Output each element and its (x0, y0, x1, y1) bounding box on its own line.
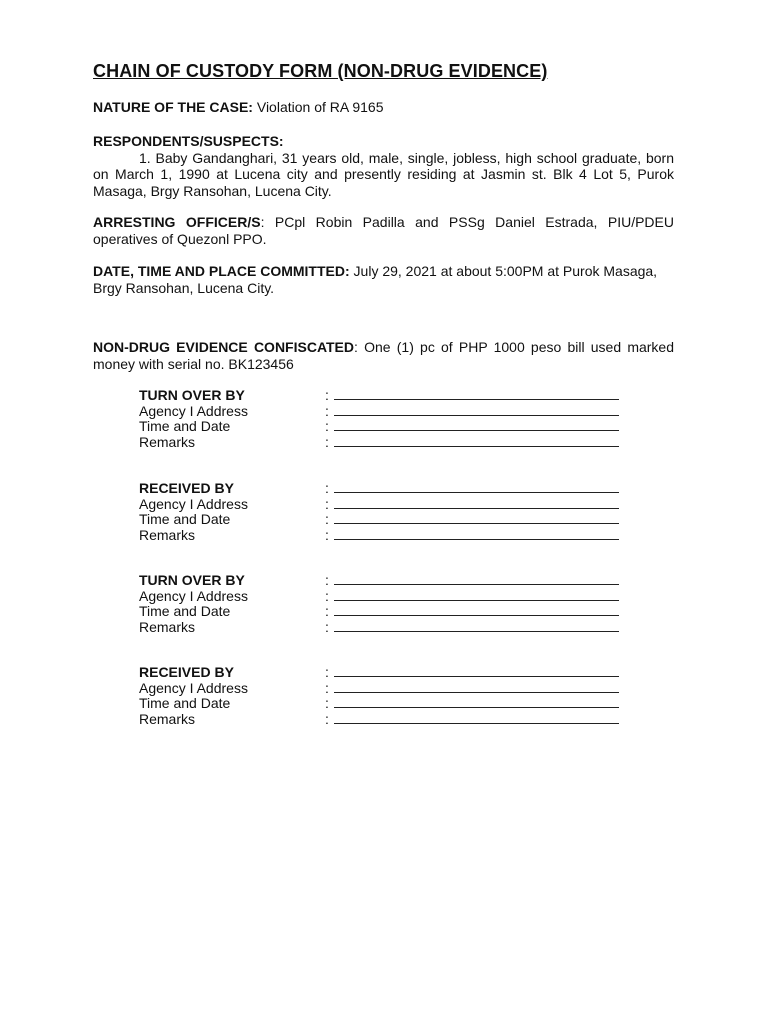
colon: : (325, 387, 329, 403)
remarks-label: Remarks (139, 526, 196, 543)
evidence-confiscated (93, 339, 674, 372)
time-date-label: Time and Date (139, 511, 231, 527)
remarks-line[interactable] (334, 434, 619, 447)
respondents-section (93, 133, 674, 199)
custody-row-agency (139, 680, 619, 696)
colon: : (325, 664, 329, 680)
arresting-officers (93, 214, 674, 247)
time-date-line[interactable] (334, 511, 619, 524)
colon: : (325, 495, 329, 512)
custody-row-time (139, 418, 619, 434)
custody-heading: RECEIVED BY (139, 480, 234, 496)
remarks-line[interactable] (334, 527, 619, 540)
form-title: CHAIN OF CUSTODY FORM (NON-DRUG EVIDENCE) (93, 61, 548, 81)
time-date-line[interactable] (334, 418, 619, 431)
evidence-label: NON-DRUG EVIDENCE CONFISCATED (93, 339, 355, 355)
colon: : (325, 695, 329, 711)
remarks-label: Remarks (139, 710, 196, 727)
custody-heading: RECEIVED BY (139, 664, 234, 680)
respondents-text: 1. Baby Gandanghari, 31 years old, male, single, jobless, high school graduate, born on March 1, 1990 at Lucena city and presently residing at Jasmin st. Blk 4 Lot 5, Purok Masaga, Brgy Ransohan, Lucena City. (93, 149, 674, 199)
colon: : (325, 710, 329, 727)
nature-value: Violation of RA 9165 (256, 99, 384, 115)
respondents-label: RESPONDENTS/SUSPECTS: (93, 133, 284, 149)
signature-line[interactable] (334, 387, 619, 400)
custody-row-agency (139, 496, 619, 512)
custody-block-turnover-2 (139, 572, 619, 634)
custody-row-remarks (139, 619, 619, 635)
custody-row-remarks (139, 434, 619, 450)
date-time-place (93, 263, 674, 296)
colon: : (325, 572, 329, 588)
custody-heading: TURN OVER BY (139, 387, 245, 403)
time-date-line[interactable] (334, 695, 619, 708)
custody-row-agency (139, 588, 619, 604)
evidence-value: : One (1) pc of PHP 1000 peso bill used marked money with serial no. BK123456 (93, 339, 674, 372)
custody-row-heading (139, 664, 619, 680)
colon: : (325, 603, 329, 619)
custody-row-heading (139, 572, 619, 588)
agency-address-label: Agency I Address (139, 679, 248, 696)
remarks-label: Remarks (139, 618, 196, 635)
colon: : (325, 526, 329, 543)
nature-of-case (93, 99, 674, 116)
custody-row-time (139, 603, 619, 619)
colon: : (325, 433, 329, 450)
colon: : (325, 679, 329, 696)
remarks-line[interactable] (334, 711, 619, 724)
agency-address-line[interactable] (334, 403, 619, 416)
colon: : (325, 402, 329, 419)
custody-row-time (139, 511, 619, 527)
remarks-line[interactable] (334, 619, 619, 632)
signature-line[interactable] (334, 664, 619, 677)
signature-line[interactable] (334, 572, 619, 585)
custody-row-remarks (139, 527, 619, 543)
time-date-label: Time and Date (139, 418, 231, 434)
committed-value: July 29, 2021 at about 5:00PM at Purok Masaga, Brgy Ransohan, Lucena City. (93, 263, 658, 296)
nature-label: NATURE OF THE CASE: (93, 99, 253, 115)
agency-address-label: Agency I Address (139, 495, 248, 512)
time-date-line[interactable] (334, 603, 619, 616)
custody-row-heading (139, 387, 619, 403)
agency-address-line[interactable] (334, 496, 619, 509)
arresting-label: ARRESTING OFFICER/S (93, 214, 261, 230)
agency-address-label: Agency I Address (139, 587, 248, 604)
custody-block-received-2 (139, 664, 619, 726)
custody-block-received-1 (139, 480, 619, 542)
signature-line[interactable] (334, 480, 619, 493)
colon: : (325, 618, 329, 635)
remarks-label: Remarks (139, 433, 196, 450)
custody-block-turnover-1 (139, 387, 619, 449)
agency-address-line[interactable] (334, 588, 619, 601)
colon: : (325, 587, 329, 604)
custody-row-remarks (139, 711, 619, 727)
arresting-value: : PCpl Robin Padilla and PSSg Daniel Estrada, PIU/PDEU operatives of Quezonl PPO. (93, 214, 674, 247)
colon: : (325, 480, 329, 496)
committed-label: DATE, TIME AND PLACE COMMITTED: (93, 263, 350, 279)
custody-row-time (139, 695, 619, 711)
custody-row-heading (139, 480, 619, 496)
custody-heading: TURN OVER BY (139, 572, 245, 588)
colon: : (325, 511, 329, 527)
colon: : (325, 418, 329, 434)
time-date-label: Time and Date (139, 695, 231, 711)
agency-address-label: Agency I Address (139, 402, 248, 419)
custody-row-agency (139, 403, 619, 419)
time-date-label: Time and Date (139, 603, 231, 619)
agency-address-line[interactable] (334, 680, 619, 693)
